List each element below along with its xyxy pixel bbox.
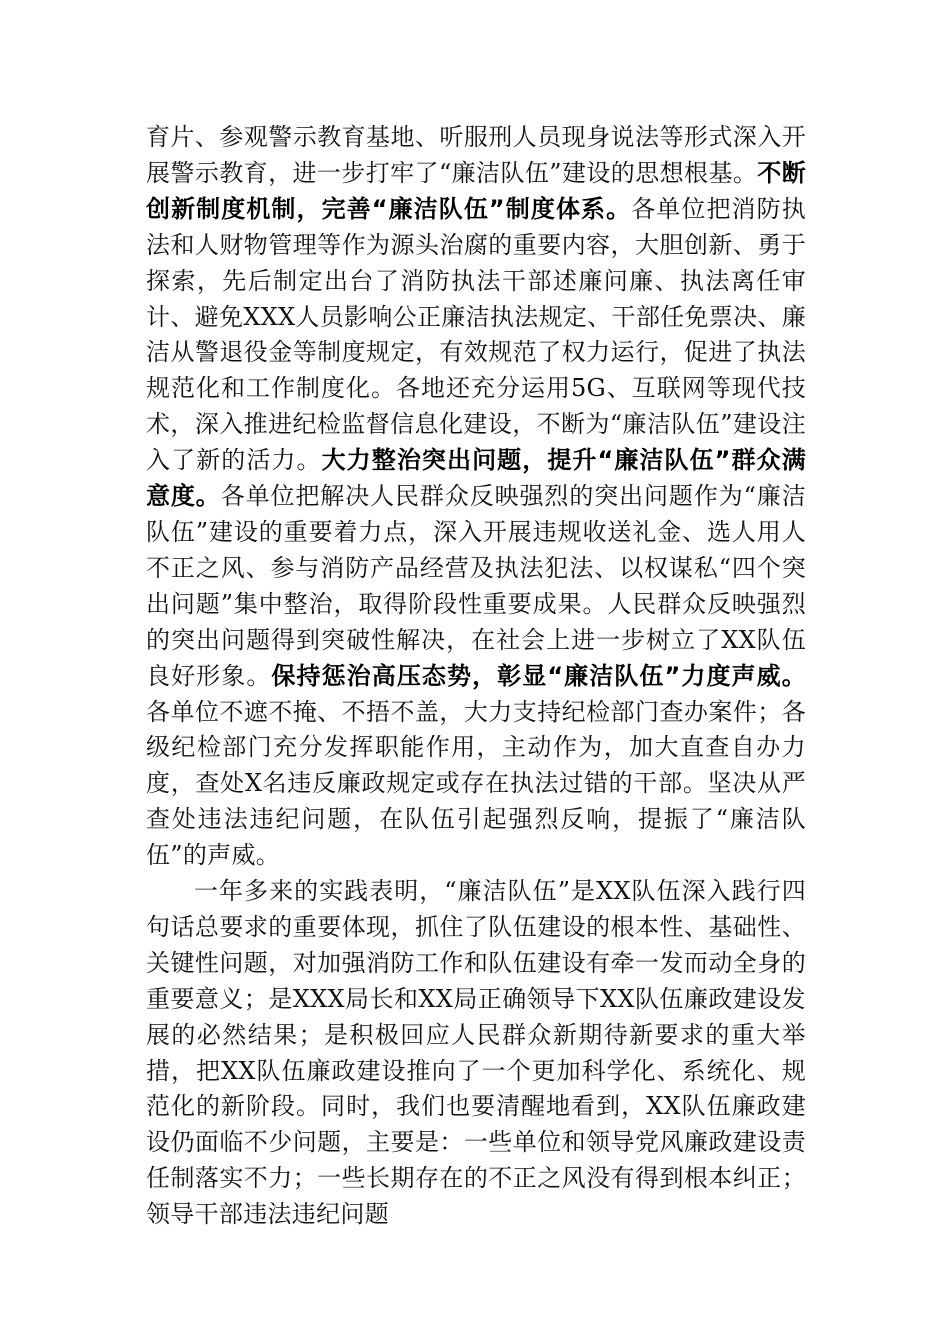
body-text: 各单位不遮不掩、不捂不盖，大力支持纪检部门查办案件；各级纪检部门充分发挥职能作用，主动作为，加大直查自办力度，查处X名违反廉政规定或存在执法过错的干部。坚决从严查处违法违纪问题，在队伍引起强烈反响，提振了“廉洁队伍”的声威。 (146, 697, 806, 870)
paragraph-1 (146, 120, 806, 874)
section-heading-punishment: 保持惩治高压态势，彰显“廉洁队伍”力度声威。 (271, 661, 806, 690)
body-text: 一年多来的实践表明，“廉洁队伍”是XX队伍深入践行四句话总要求的重要体现，抓住了队伍建设的根本性、基础性、关键性问题，对加强消防工作和队伍建设有牵一发而动全身的重要意义；是XXX局长和XX局正确领导下XX队伍廉政建设发展的必然结果；是积极回应人民群众新期待新要求的重大举措，把XX队伍廉政建设推向了一个更加科学化、系统化、规范化的新阶段。同时，我们也要清醒地看到，XX队伍廉政建设仍面临不少问题，主要是：一些单位和领导党风廉政建设责任制落实不力；一些长期存在的不正之风没有得到根本纠正；领导干部违法违纪问题 (146, 877, 806, 1229)
section-heading-institution: 不断创新制度机制，完善“廉洁队伍”制度体系。 (146, 158, 806, 223)
body-text: 各单位把解决人民群众反映强烈的突出问题作为“廉洁队伍”建设的重要着力点，深入开展违规收送礼金、选人用人不正之风、参与消防产品经营及执法犯法、以权谋私“四个突出问题”集中整治，取得阶段性重要成果。人民群众反映强烈的突出问题得到突破性解决，在社会上进一步树立了XX队伍良好形象。 (146, 482, 806, 690)
document-body (146, 120, 806, 1233)
section-heading-rectification: 大力整治突出问题，提升“廉洁队伍”群众满意度。 (146, 446, 806, 511)
paragraph-2 (146, 874, 806, 1233)
body-text: 育片、参观警示教育基地、听服刑人员现身说法等形式深入开展警示教育，进一步打牢了“廉洁队伍”建设的思想根基。 (146, 123, 806, 187)
body-text: 各单位把消防执法和人财物管理等作为源头治腐的重要内容，大胆创新、勇于探索，先后制定出台了消防执法干部述廉问廉、执法离任审计、避免XXX人员影响公正廉洁执法规定、干部任免票决、廉洁从警退役金等制度规定，有效规范了权力运行，促进了执法规范化和工作制度化。各地还充分运用5G、互联网等现代技术，深入推进纪检监督信息化建设，不断为“廉洁队伍”建设注入了新的活力。 (146, 194, 806, 475)
